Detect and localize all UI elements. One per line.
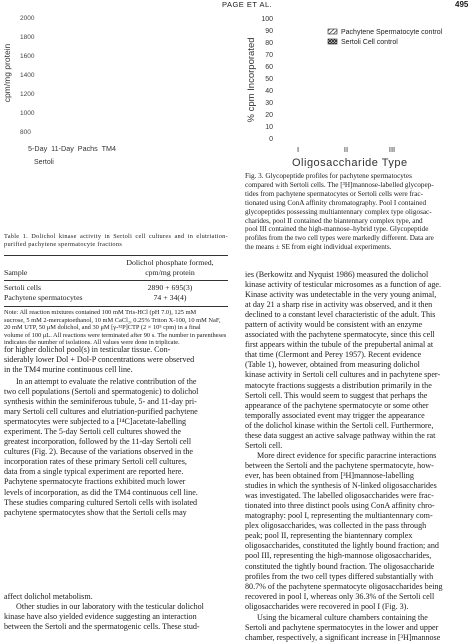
text-line: of the dolichol kinase within the Sertoli cell. Furthermore, bbox=[245, 420, 434, 430]
text-line: More direct evidence for specific paracrine interactions bbox=[257, 451, 437, 460]
text-line: synthesis within the seminiferous tubule, 5- and 11-day pri- bbox=[4, 397, 197, 407]
table-bottom-rule bbox=[4, 306, 228, 307]
text-line: between the Sertoli and the pachytene spermatocyte, how- bbox=[245, 461, 434, 471]
figure-2-plot bbox=[0, 8, 160, 143]
text-line: Kinase activity was undetectable in the very young animal, bbox=[245, 290, 437, 300]
text-line: kinase have also yielded evidence suggesting an interaction bbox=[4, 612, 197, 622]
text-line: 80.7% of the pachytene spermatocyte oligosaccharides being bbox=[245, 581, 443, 591]
text-line: In an attempt to evaluate the relative contribution of the bbox=[16, 377, 197, 386]
text-line: associated with the pachytene spermatocyte, since this cell bbox=[245, 330, 435, 340]
legend-swatch-hatch bbox=[328, 29, 337, 34]
caption-line: the means ± SE from eight individual experiments. bbox=[245, 243, 392, 252]
text-line: at day 21 a sharp rise in activity was observed, and it then bbox=[245, 300, 433, 310]
page-number: 495 bbox=[455, 0, 469, 9]
table-note-line: Note: All reaction mixtures contained 100 mM Tris-HCl (pH 7.0), 125 mM bbox=[4, 309, 197, 316]
text-line: tionated into three distinct pools using ConA affinity chro- bbox=[245, 501, 435, 511]
fig3-y-tick: 30 bbox=[265, 100, 273, 107]
legend-label: Sertoli Cell control bbox=[341, 39, 398, 46]
text-line: ies (Berkowitz and Nyquist 1986) measured the dolichol bbox=[245, 270, 429, 279]
text-line: appearance of the pachytene spermatocyte or some other bbox=[245, 400, 429, 410]
table-cell-value: 74 + 34(4) bbox=[153, 293, 187, 302]
text-line: recovered in pool I, whereas only 36.3% of the Sertoli cell bbox=[245, 591, 435, 601]
fig2-y-tick: 1200 bbox=[20, 91, 35, 98]
figure-3-plot bbox=[240, 8, 474, 168]
right-column-para-1 bbox=[245, 270, 470, 451]
text-line: pool III, representing the high-mannose oligosaccharides, bbox=[245, 551, 432, 561]
caption-line: charides, pool II contained the biantennary complex type, and bbox=[245, 216, 423, 225]
text-line: these data suggest an active salvage pathway within the rat bbox=[245, 430, 436, 440]
text-line: These studies comparing cultured Sertoli cells with isolated bbox=[4, 497, 198, 507]
right-column-para-3 bbox=[245, 613, 470, 643]
caption-line: tionated using ConA affinity chromatography. Pool I contained bbox=[245, 198, 427, 207]
fig3-x-axis-label: Oligosaccharide Type bbox=[292, 157, 408, 168]
figure-3 bbox=[240, 8, 474, 168]
text-line: (Table 1), however, obtained from measuring dolichol bbox=[245, 360, 420, 370]
text-line: was investigated. The labelled oligosaccharides were frac- bbox=[245, 491, 434, 501]
fig3-y-tick: 40 bbox=[265, 88, 273, 95]
table-row-header: Sample bbox=[4, 268, 28, 277]
fig2-y-tick: 1800 bbox=[20, 34, 35, 41]
caption-line: glycopeptides possessing multiantennary complex type oligosac- bbox=[245, 207, 432, 216]
table-column-header-line: cpm/mg protein bbox=[145, 267, 195, 277]
table-cell-sample: Sertoli cells bbox=[4, 283, 42, 292]
caption-line: pool III contained the high-mannose–hybrid type. Glycopeptide bbox=[245, 225, 429, 234]
text-line: constituted the tightly bound fraction. The oligosaccharide bbox=[245, 561, 435, 571]
table-cell-value: 2890 + 695(3) bbox=[147, 283, 193, 292]
fig3-y-tick: 80 bbox=[265, 40, 273, 47]
table-column-header bbox=[112, 258, 228, 277]
text-line: affect dolichol metabolism. bbox=[4, 592, 93, 601]
text-line: levels of incorporation, as did the TM4 continuous cell line. bbox=[4, 487, 198, 497]
fig2-y-axis-label: cpm/mg protein bbox=[2, 43, 12, 103]
caption-line: tides from pachytene spermatocytes or Sertoli cells were frac- bbox=[245, 189, 424, 198]
fig3-x-tick: I bbox=[296, 145, 300, 154]
table-cell-sample: Pachytene spermatocytes bbox=[4, 293, 83, 302]
fig3-y-tick: 60 bbox=[265, 64, 273, 71]
table-1-caption: Table 1. Dolichol kinase activity in Sertoli cell cultures and in elutriation-purified pachytene spermatocyte fractions bbox=[4, 233, 228, 249]
figure-2 bbox=[0, 8, 160, 143]
text-line: two cell populations (Sertoli and spermatogenic) to dolichol bbox=[4, 387, 199, 397]
left-column-para-2 bbox=[4, 377, 229, 518]
legend-swatch-crosshatch bbox=[328, 39, 337, 44]
text-line: pachytene spermatocytes show that the Sertoli cells may bbox=[4, 507, 187, 517]
fig2-y-tick: 1400 bbox=[20, 72, 35, 79]
legend-label: Pachytene Spermatocyte control bbox=[341, 29, 443, 36]
text-line: Pachytene spermatocyte fractions exhibited much lower bbox=[4, 477, 186, 487]
text-line: kinase activity of testicular microsomes as a function of age. bbox=[245, 280, 441, 290]
text-line: incorporation rates of these primary Sertoli cell cultures, bbox=[4, 457, 187, 467]
text-line: matocyte fractions suggests a distribution primarily in the bbox=[245, 380, 432, 390]
fig3-y-axis-label: % cpm Incorporated bbox=[246, 37, 257, 123]
text-line: Sertoli and pachytene spermatocytes in the lower and upper bbox=[245, 623, 439, 633]
table-note-line: 20 mM UTP, 50 μM dolichol, and 30 μM [γ-³²P]CTP (2 × 10⁵ cpm) in a final bbox=[4, 324, 201, 332]
text-line: siderably lower Dol + Dol-P concentrations were observed bbox=[4, 355, 195, 365]
fig3-y-tick: 0 bbox=[269, 136, 273, 143]
right-column-para-2 bbox=[245, 451, 470, 612]
text-line: Sertoli cell. This would seem to suggest that perhaps the bbox=[245, 390, 428, 400]
table-column-header-line: Dolichol phosphate formed, bbox=[126, 258, 214, 267]
text-line: kinase activity in Sertoli cell cultures and in pachytene sper- bbox=[245, 370, 441, 380]
fig3-y-tick: 10 bbox=[265, 124, 273, 131]
text-line: pattern of activity would be consistent with an enzyme bbox=[245, 320, 423, 330]
text-line: spermatocytes were subjected to a [¹⁴C]acetate-labelling bbox=[4, 417, 187, 427]
table-note bbox=[4, 309, 228, 347]
table-top-rule bbox=[4, 255, 228, 256]
text-line: oligosaccharides were recovered in pool I (Fig. 3). bbox=[245, 601, 409, 611]
figure-3-caption bbox=[245, 172, 470, 252]
table-row bbox=[4, 283, 228, 293]
table-body bbox=[4, 283, 228, 303]
text-line: between the Sertoli and the spermatogenic cells. These stud- bbox=[4, 622, 200, 632]
table-row bbox=[4, 293, 228, 303]
fig2-y-tick: 1000 bbox=[20, 110, 35, 117]
text-line: matography: pool I, representing the multiantennary com- bbox=[245, 511, 433, 521]
text-line: mary Sertoli cell cultures and elutriation-purified pachytene bbox=[4, 407, 198, 417]
text-line: in the TM4 murine continuous cell line. bbox=[4, 365, 133, 375]
fig2-x-group-label: Sertoli bbox=[34, 159, 54, 166]
fig3-y-tick: 70 bbox=[265, 52, 273, 59]
fig2-y-tick: 1600 bbox=[20, 53, 35, 60]
fig2-x-labels: 5-Day 11-Day Pachs TM4 bbox=[28, 144, 117, 153]
text-line: temporally associated event may trigger the appearance bbox=[245, 410, 425, 420]
fig2-y-tick: 800 bbox=[20, 129, 31, 136]
text-line: that time (Clermont and Perey 1957). Recent evidence bbox=[245, 350, 422, 360]
table-note-line: volume of 100 μL. All reactions were terminated after 90 s. The number in parentheses bbox=[4, 331, 227, 339]
fig3-y-tick: 100 bbox=[261, 16, 273, 23]
text-line: for higher dolichol pool(s) in testicular tissue. Con- bbox=[4, 345, 171, 354]
text-line: ever, has been obtained from [³H]mannose-labelling bbox=[245, 471, 414, 481]
caption-line: compared with Sertoli cells. The [³H]mannose-labelled glycopep- bbox=[245, 180, 434, 189]
text-line: studies in which the synthesis of N-linked oligosaccharides bbox=[245, 481, 437, 491]
text-line: Using the bicameral culture chambers containing the bbox=[257, 613, 428, 622]
text-line: cultures (Fig. 2). Because of the variations observed in the bbox=[4, 447, 194, 457]
running-head: PAGE ET AL. bbox=[222, 0, 273, 9]
text-line: oligosaccharides, constituted the lightly bound fraction; and bbox=[245, 541, 439, 551]
table-header-rule bbox=[4, 280, 228, 281]
table-note-line: sucrose, 5 mM 2-mercaptoethanol, 10 mM CaCl₂, 0.25% Triton X-100, 10 mM NaF, bbox=[4, 316, 221, 324]
text-line: declined to a constant level characteristic of the adult. This bbox=[245, 310, 436, 320]
text-line: peak; pool II, representing the biantennary complex bbox=[245, 531, 413, 541]
text-line: greatest incorporation, followed by the 11-day Sertoli cell bbox=[4, 437, 192, 447]
fig3-x-tick: III bbox=[388, 145, 396, 154]
left-column-para-1 bbox=[4, 345, 229, 375]
fig3-y-tick: 20 bbox=[265, 112, 273, 119]
fig2-y-tick: 2000 bbox=[20, 15, 35, 22]
table-note-line: indicates the number of isolations. All values were done in triplicate. bbox=[4, 339, 180, 347]
text-line: Other studies in our laboratory with the testicular dolichol bbox=[16, 602, 204, 612]
text-line: profiles from the two cell types differed substantially with bbox=[245, 571, 434, 581]
text-line: chamber, respectively, a significant increase in [³H]mannose bbox=[245, 633, 441, 643]
left-column-para-3 bbox=[4, 592, 229, 632]
text-line: first appears within the tubule of the prepubertal animal at bbox=[245, 340, 434, 350]
text-line: plex oligosaccharides, was collected in the pass through bbox=[245, 521, 427, 531]
fig3-x-tick: II bbox=[343, 145, 349, 154]
text-line: Sertoli cell. bbox=[245, 440, 283, 450]
table-1 bbox=[4, 233, 228, 347]
text-line: experiment. The 5-day Sertoli cell cultures showed the bbox=[4, 427, 181, 437]
caption-line: profiles from the two cell types were markedly different. Data are bbox=[245, 234, 434, 243]
fig3-y-tick: 90 bbox=[265, 28, 273, 35]
caption-line: Fig. 3. Glycopeptide profiles for pachytene spermatocytes bbox=[245, 172, 412, 180]
text-line: data from a single typical experiment are reported here. bbox=[4, 467, 184, 477]
fig3-y-tick: 50 bbox=[265, 76, 273, 83]
